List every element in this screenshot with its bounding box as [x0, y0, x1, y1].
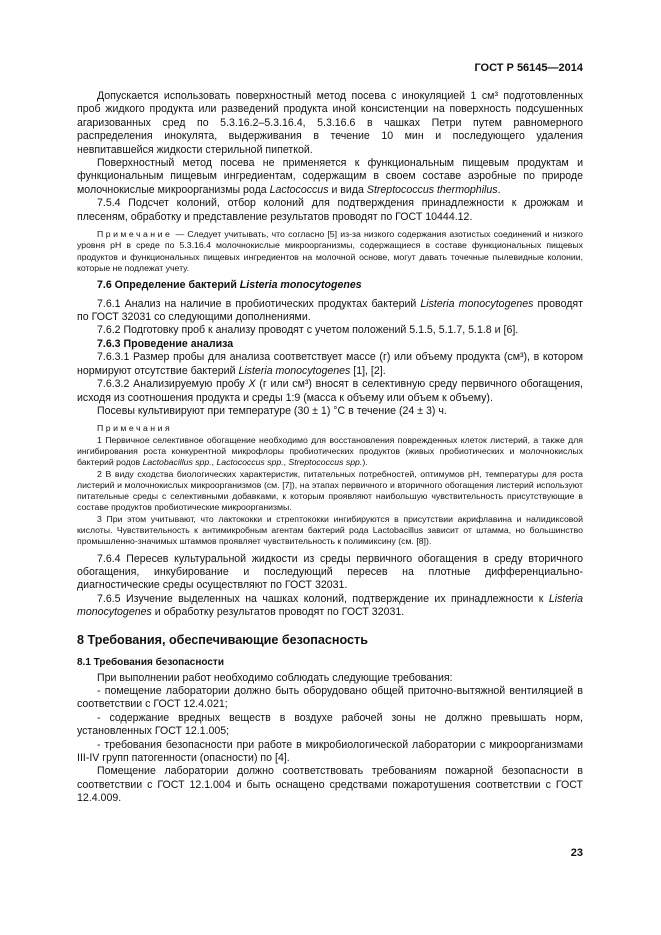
note-2: 2 В виду сходства биологических характеристик, питательных потребностей, оптимумов pH, температуры для роста листерий и молочнокислых микроорганизмов (см. [7]), на этапах первичного и вторичного обогащения листерий используют питательные среды с селективными добавками, к которым проявляют наибольшую чувствительность присутствующие в составе продуктов пробиотические микроорганизмы. [77, 468, 583, 513]
note-1: 1 Первичное селективное обогащение необходимо для восстановления поврежденных клеток листерий, а также для ингибирования роста конкурентной микрофлоры пробиотических продуктов (живых пробиотических и молочнокислых бактерий родов Lactobacillus spp., Lactococcus spp., Streptococcus spp.). [77, 434, 583, 468]
paragraph-7-6-2: 7.6.2 Подготовку проб к анализу проводят с учетом положений 5.1.5, 5.1.7, 5.1.8 и [6]. [97, 324, 519, 337]
paragraph-cultivation: Посевы культивируют при температуре (30 ± 1) °С в течение (24 ± 3) ч. [97, 404, 447, 417]
paragraph-7-6-3-1: 7.6.3.1 Размер пробы для анализа соответствует массе (г) или объему продукта (см³), в котором нормируют отсутствие бактерий Listeria monocytogenes [1], [2]. [77, 351, 583, 377]
section-7-6-3-title: 7.6.3 Проведение анализа [97, 337, 234, 350]
paragraph-7-6-4: 7.6.4 Пересев культуральной жидкости из среды первичного обогащения в среду вторичного обогащения, инкубирование и последующий пересев на плотные дифференциально-диагностические среды осуществляют по ГОСТ 32031. [77, 552, 583, 592]
paragraph-7-6-5: 7.6.5 Изучение выделенных на чашках колоний, подтверждение их принадлежности к Listeria monocytogenes и обработку результатов проводят по ГОСТ 32031. [77, 592, 583, 619]
paragraph-7-6-1: 7.6.1 Анализ на наличие в пробиотических продуктах бактерий Listeria monocytogenes проводят по ГОСТ 32031 со следующими дополнениями. [77, 297, 583, 324]
note-7-5: Примечание — Следует учитывать, что согласно [5] из-за низкого содержания азотистых соединений и низкого уровня рН в среде по 5.3.16.4 молочнокислые микроорганизмы, содержащиеся в составе функциональных пищевых продуктов и функциональных пищевых ингредиентов на молочной основе, могут давать точечные пылевидные колонии, которые не подлежат учету. [77, 229, 583, 273]
paragraph-fire-safety: Помещение лаборатории должно соответствовать требованиям пожарной безопасности в соответствии с ГОСТ 12.1.004 и быть оснащено средствами пожаротушения соответствии с ГОСТ 12.4.009. [77, 765, 583, 805]
list-item-harmful-substances: - содержание вредных веществ в воздухе рабочей зоны не должно превышать норм, установленных ГОСТ 12.1.005; [77, 711, 583, 738]
paragraph-7-6-3-2: 7.6.3.2 Анализируемую пробу X (г или см³) вносят в селективную среду первичного обогащения, исходя из соотношения продукта и среды 1:9 (масса к объему или объем к объему). [77, 378, 583, 404]
paragraph-surface-method-restriction: Поверхностный метод посева не применяется к функциональным пищевым продуктам и функциональным пищевым ингредиентам, содержащим в своем составе аэробные по природе молочнокислые микроорганизмы рода Lactococcus и вида Streptococcus thermophilus. [77, 157, 583, 196]
note-3: 3 При этом учитывают, что лактококки и стрептококки ингибируются в присутствии акрифлавина и налидиксовой кислоты. Чувствительность к антимикробным агентам бактерий рода Lactobacillus зависит от штамма, но большинство промышленно-значимых штаммов проявляет чувствительность к полимиксину (см. [8]). [77, 513, 583, 547]
notes-label: Примечания [97, 423, 173, 434]
page-number: 23 [570, 847, 583, 859]
paragraph-7-5-4: 7.5.4 Подсчет колоний, отбор колоний для подтверждения принадлежности к дрожжам и плесеням, обработку и представление результатов проводят по ГОСТ 10444.12. [77, 197, 583, 223]
list-item-pathogenicity: - требования безопасности при работе в микробиологической лаборатории с микроорганизмами III-IV групп патогенности (опасности) по [4]. [77, 738, 583, 765]
list-item-ventilation: - помещение лаборатории должно быть оборудовано общей приточно-вытяжной вентиляцией в соответствии с ГОСТ 12.4.021; [77, 685, 583, 711]
page-content [77, 90, 583, 806]
paragraph-surface-method: Допускается использовать поверхностный метод посева с инокуляцией 1 см³ подготовленных проб жидкого продукта или разведений продукта иной консистенции на поверхность подсушенных агаризованных сред по 5.3.16.2–5.3.16.4, 5.3.16.6 в чашках Петри путем равномерного распределения инокулята, выдерживания в течение 10 мин и последующего удаления невпитавшейся жидкости стерильной пипеткой. [77, 90, 583, 156]
section-8-title: 8 Требования, обеспечивающие безопасность [77, 632, 368, 647]
paragraph-8-1-intro: При выполнении работ необходимо соблюдать следующие требования: [97, 671, 453, 684]
document-header: ГОСТ Р 56145—2014 [474, 62, 583, 74]
note-label: Примечание [97, 229, 173, 240]
section-7-6-title: 7.6 Определение бактерий Listeria monocytogenes [97, 279, 362, 292]
section-8-1-title: 8.1 Требования безопасности [77, 656, 224, 668]
